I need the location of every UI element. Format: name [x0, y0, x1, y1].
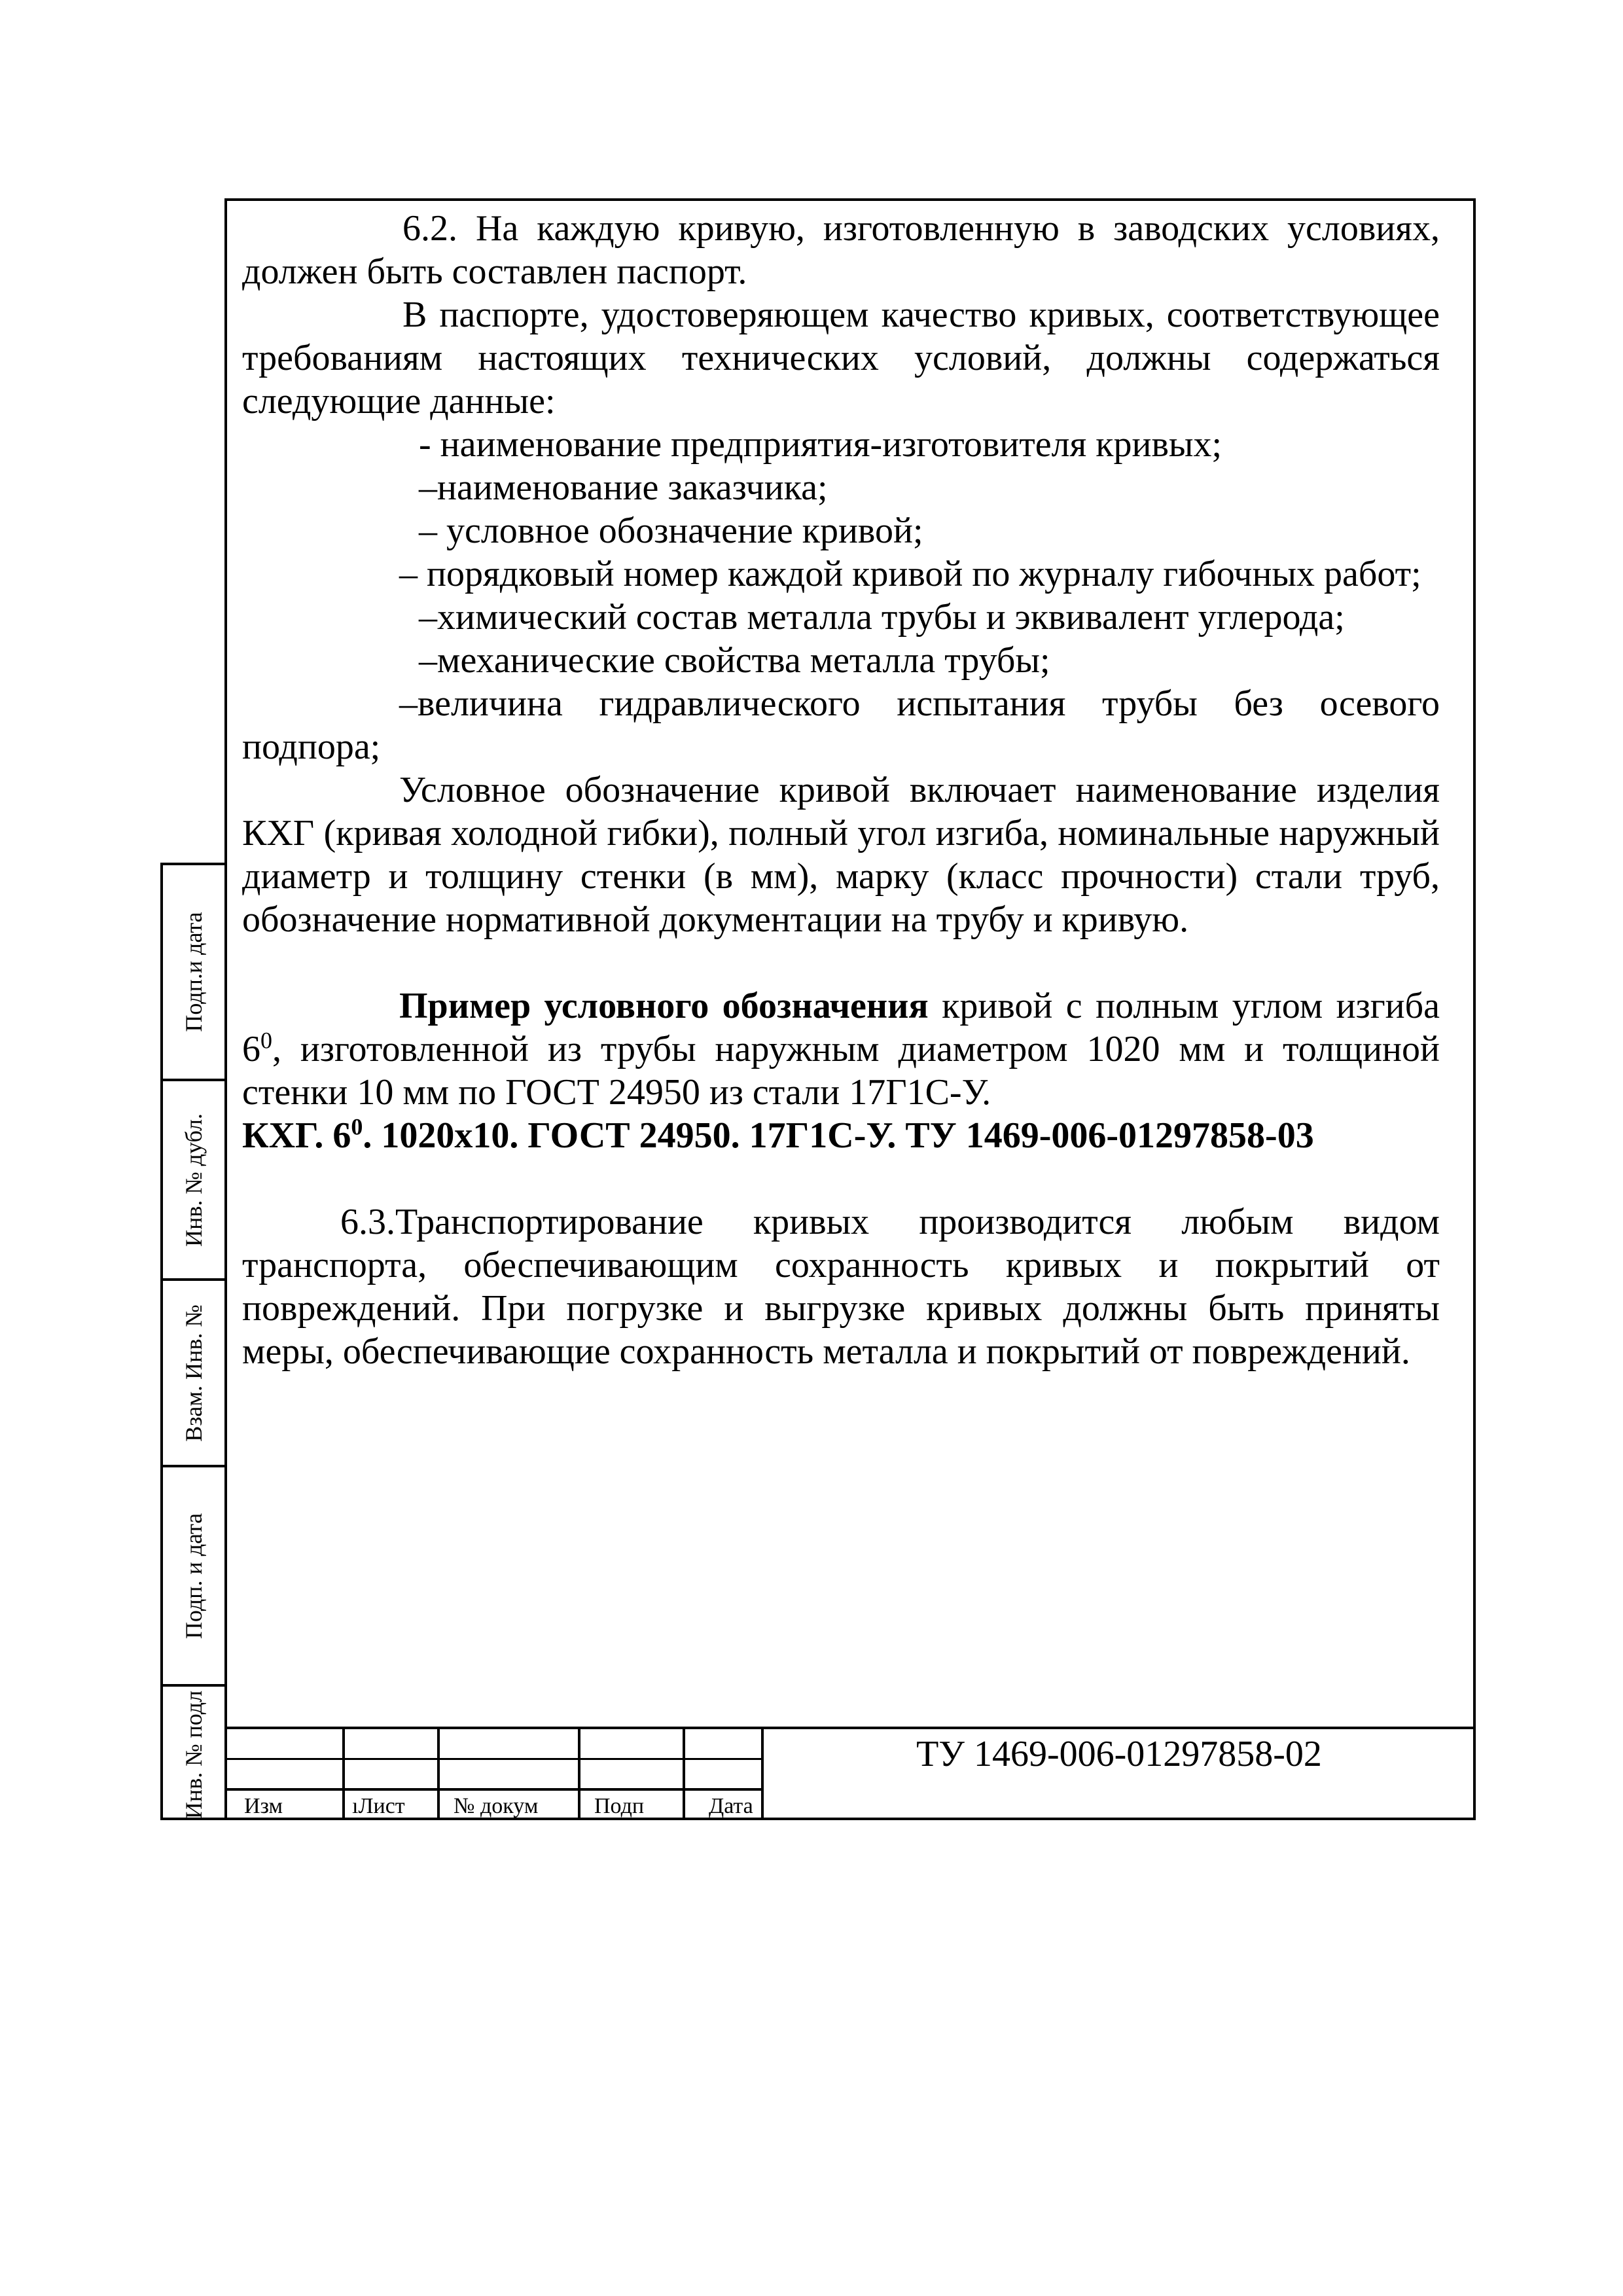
- document-body: [242, 207, 1440, 1373]
- paragraph-passport: В паспорте, удостоверяющем качество кривых, соответствующее требованиям настоящих технических условий, должны содержаться следующие данные:: [242, 295, 1440, 422]
- list-item: – порядковый номер каждой кривой по журналу гибочных работ;: [399, 554, 1421, 594]
- example-text-2: , изготовленной из трубы наружным диаметром 1020 мм и толщиной стенки 10 мм по ГОСТ 24950 из стали 17Г1С-У.: [242, 1029, 1440, 1113]
- side-stamp-strip: [160, 863, 224, 1820]
- strip-label-inv-dubl: Инв. № дубл.: [181, 1113, 207, 1247]
- title-block-data: Дата: [709, 1794, 753, 1818]
- designation-degree: 0: [351, 1113, 363, 1140]
- title-block-list: ıЛист: [352, 1794, 405, 1818]
- paragraph-example: [242, 984, 1440, 1114]
- paragraph-6-3: 6.3.Транспортирование кривых производится любым видом транспорта, обеспечивающим сохранность кривых и покрытий от повреждений. При погрузке и выгрузке кривых должны быть приняты меры, обеспечивающие сохранность металла и покрытий от повреждений.: [242, 1202, 1440, 1372]
- strip-cell-podp-data-2: [163, 1467, 224, 1687]
- strip-label-vzam-inv: Взам. Инв. №: [181, 1304, 207, 1442]
- title-block-podp: Подп: [594, 1794, 645, 1818]
- paragraph-designation: Условное обозначение кривой включает наименование изделия КХГ (кривая холодной гибки), полный угол изгиба, номинальные наружный диаметр и толщину стенки (в мм), марку (класс прочности) стали труб, обозначение нормативной документации на трубу и кривую.: [242, 770, 1440, 940]
- strip-label-inv-podl: Инв. № подл: [181, 1690, 207, 1820]
- list-item: - наименование предприятия-изготовителя кривых;: [419, 424, 1222, 465]
- strip-cell-vzam-inv: [163, 1281, 224, 1467]
- paragraph-6-2: 6.2. На каждую кривую, изготовленную в заводских условиях, должен быть составлен паспорт.: [242, 208, 1440, 292]
- list-item: –наименование заказчика;: [419, 467, 828, 508]
- strip-label-podp-data: Подп.и дата: [181, 912, 207, 1032]
- designation-part-b: . 1020х10. ГОСТ 24950. 17Г1С-У. ТУ 1469-006-01297858-03: [363, 1115, 1314, 1156]
- strip-cell-podp-data: [163, 865, 224, 1081]
- title-block-izm: Изм: [244, 1794, 283, 1818]
- list-item: – условное обозначение кривой;: [419, 511, 923, 551]
- designation-example: [242, 1114, 1440, 1157]
- example-heading: Пример условного обозначения: [399, 986, 929, 1026]
- example-text-1: кривой с полным углом изгиба 6: [242, 986, 1440, 1069]
- designation-part-a: КХГ. 6: [242, 1115, 351, 1156]
- example-degree: 0: [260, 1027, 272, 1054]
- strip-cell-inv-dubl: [163, 1081, 224, 1281]
- strip-cell-inv-podl: [163, 1687, 224, 1823]
- title-block-doc-no: № докум: [454, 1794, 539, 1818]
- strip-label-podp-data-2: Подп. и дата: [181, 1513, 207, 1639]
- list-item: –химический состав металла трубы и эквивалент углерода;: [419, 597, 1345, 637]
- document-number: ТУ 1469-006-01297858-02: [916, 1734, 1322, 1774]
- list-item: –механические свойства металла трубы;: [419, 640, 1050, 681]
- list-item: –величина гидравлического испытания трубы без осевого подпора;: [242, 683, 1440, 767]
